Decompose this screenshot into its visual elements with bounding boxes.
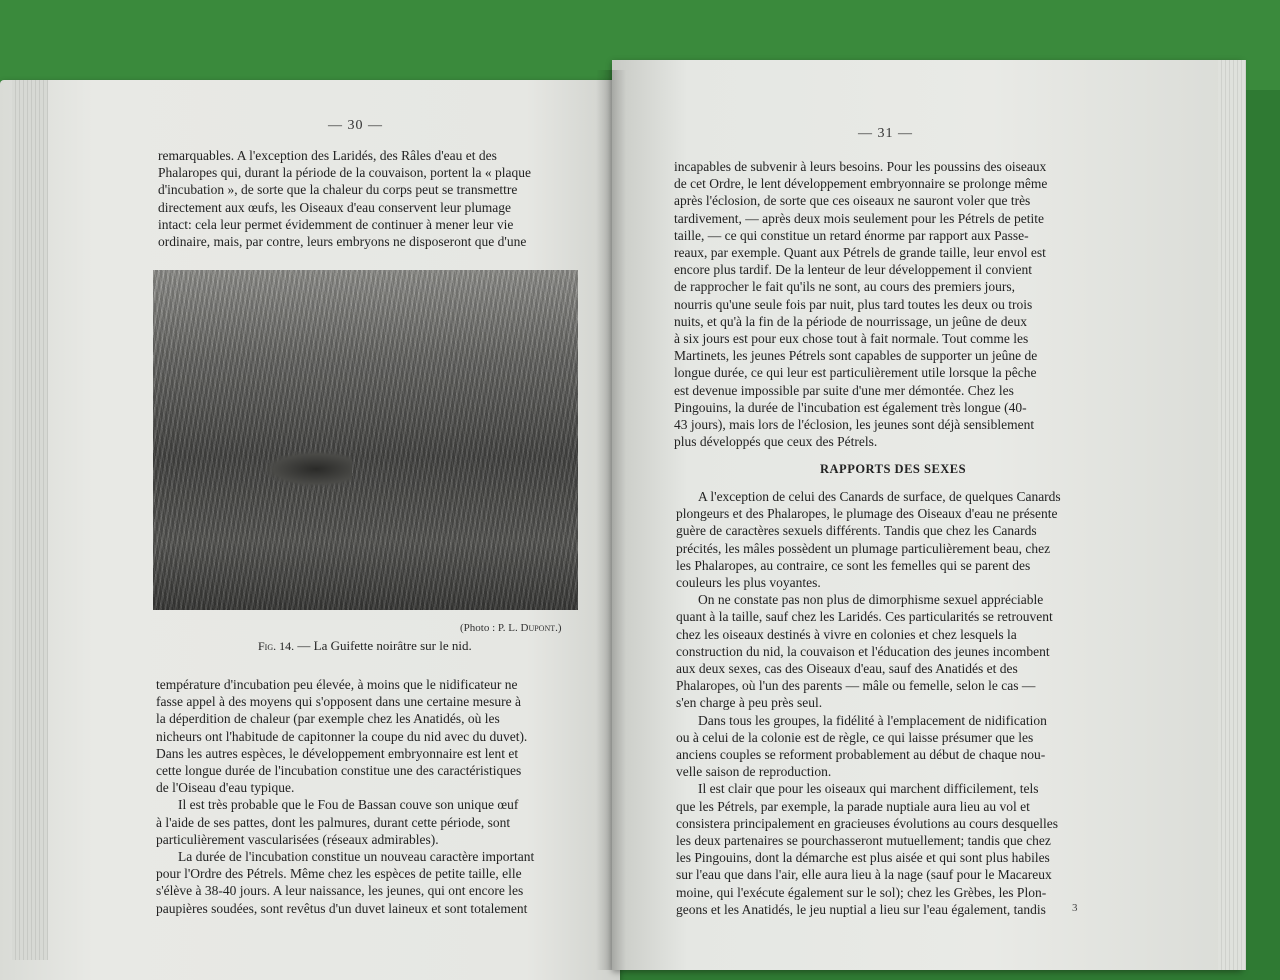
text-line: cette longue durée de l'incubation constitue une des caractéristiques	[156, 763, 522, 779]
text-line: longue durée, ce qui leur est particulièrement utile lorsque la pêche	[674, 365, 1037, 381]
text-line: taille, — ce qui constitue un retard énorme par rapport aux Passe-	[674, 227, 1029, 243]
page-number-right: — 31 —	[858, 126, 913, 141]
text-line: température d'incubation peu élevée, à moins que le nidificateur ne	[156, 677, 518, 692]
text-line: anciens couples se reforment probablement au début de chaque nou-	[676, 747, 1046, 763]
text-line: 43 jours), mais lors de l'éclosion, les jeunes sont déjà sensiblement	[674, 417, 1035, 433]
left-top-text	[158, 147, 578, 250]
text-line: incapables de subvenir à leurs besoins. Pour les poussins des oiseaux	[674, 159, 1047, 174]
text-line: Martinets, les jeunes Pétrels sont capables de supporter un jeûne de	[674, 348, 1038, 364]
text-line: geons et les Anatidés, le jeu nuptial a lieu sur l'eau également, tandis	[676, 901, 1046, 917]
text-line: Phalaropes, où l'un des parents — mâle ou femelle, selon le cas —	[676, 678, 1036, 694]
text-line: directement aux œufs, les Oiseaux d'eau conservent leur plumage	[158, 199, 511, 215]
right-bottom-text	[676, 488, 1102, 918]
text-line: consistera principalement en gracieuses évolutions au cours desquelles	[676, 815, 1059, 831]
photo-credit-prefix: (Photo : P. L.	[460, 622, 518, 634]
caption-label: Fig. 14.	[258, 639, 295, 653]
bird-on-nest	[262, 450, 352, 488]
text-line: la déperdition de chaleur (par exemple chez les Anatidés, où les	[156, 711, 500, 727]
photo-credit-name: Dupont	[520, 622, 556, 634]
text-line: moine, qui l'exécute également sur le sol); chez les Grèbes, les Plon-	[676, 884, 1047, 900]
text-line: à l'aide de ses pattes, dont les palmures, durant cette période, sont	[156, 814, 511, 830]
text-line: plus développés que ceux des Pétrels.	[674, 434, 878, 450]
text-line: La durée de l'incubation constitue un nouveau caractère important	[178, 849, 535, 865]
left-bottom-text	[156, 676, 582, 917]
section-heading: RAPPORTS DES SEXES	[820, 462, 967, 476]
text-line: couleurs les plus voyantes.	[676, 575, 821, 591]
text-line: chez les oiseaux destinés à vivre en colonies et chez lesquels la	[676, 626, 1017, 642]
text-line: plongeurs et des Phalaropes, le plumage des Oiseaux d'eau ne présente	[676, 506, 1058, 522]
text-line: s'élève à 38-40 jours. A leur naissance, les jeunes, qui ont encore les	[156, 883, 524, 899]
figure-photo	[153, 270, 578, 610]
text-line: Il est très probable que le Fou de Bassan couve son unique œuf	[178, 797, 519, 813]
text-line: particulièrement vascularisées (réseaux admirables).	[156, 831, 439, 847]
text-line: de cet Ordre, le lent développement embryonnaire se prolonge même	[674, 176, 1048, 192]
right-top-text	[674, 158, 1102, 450]
text-line: quant à la taille, sauf chez les Laridés. Ces particularités se retrouvent	[676, 609, 1053, 625]
text-line: que les Pétrels, par exemple, la parade nuptiale aura lieu au vol et	[676, 798, 1030, 814]
text-line: nicheurs ont l'habitude de capitonner la coupe du nid avec du duvet).	[156, 728, 528, 744]
text-line: de l'Oiseau d'eau typique.	[156, 780, 295, 796]
text-line: On ne constate pas non plus de dimorphisme sexuel appréciable	[698, 592, 1044, 608]
text-line: Dans les autres espèces, le développement embryonnaire est lent et	[156, 745, 519, 761]
text-line: reaux, par exemple. Quant aux Pétrels de grande taille, leur envol est	[674, 245, 1046, 261]
text-line: fasse appel à des moyens qui s'opposent dans une certaine mesure à	[156, 694, 521, 710]
text-line: Dans tous les groupes, la fidélité à l'emplacement de nidification	[698, 712, 1047, 728]
text-line: après l'éclosion, de sorte que ces oiseaux ne sauront voler que très	[674, 193, 1031, 209]
text-line: construction du nid, la couvaison et l'éducation des jeunes incombent	[676, 643, 1050, 659]
photo-credit-suffix: .)	[555, 622, 562, 634]
text-line: Pingouins, la durée de l'incubation est également très longue (40-	[674, 399, 1027, 415]
text-line: Phalaropes qui, durant la période de la couvaison, portent la « plaque	[158, 165, 532, 181]
text-line: paupières soudées, sont revêtus d'un duvet laineux et sont totalement	[156, 900, 528, 916]
text-line: ordinaire, mais, par contre, leurs embryons ne disposeront que d'une	[158, 234, 527, 250]
photo-credit	[460, 622, 562, 634]
text-line: pour l'Ordre des Pétrels. Même chez les espèces de petite taille, elle	[156, 866, 522, 882]
figure-caption	[258, 638, 472, 654]
text-line: A l'exception de celui des Canards de surface, de quelques Canards	[698, 489, 1061, 504]
right-page-edge	[1218, 60, 1246, 970]
page-number-left: — 30 —	[328, 118, 383, 133]
text-line: nourris qu'une seule fois par nuit, plus tard toutes les deux ou trois	[674, 296, 1033, 312]
text-line: Il est clair que pour les oiseaux qui marchent difficilement, tels	[698, 781, 1039, 797]
text-line: intact: cela leur permet évidemment de continuer à mener leur vie	[158, 216, 514, 232]
left-page-edge	[12, 80, 48, 960]
text-line: est devenue impossible par suite d'une mer démontée. Chez les	[674, 382, 1014, 398]
text-line: d'incubation », de sorte que la chaleur du corps peut se transmettre	[158, 182, 518, 198]
text-line: précités, les mâles possèdent un plumage particulièrement beau, chez	[676, 540, 1051, 556]
caption-text: — La Guifette noirâtre sur le nid.	[297, 638, 472, 653]
text-line: remarquables. A l'exception des Laridés, des Râles d'eau et des	[158, 148, 497, 163]
text-line: guère de caractères sexuels différents. Tandis que chez les Canards	[676, 523, 1037, 539]
text-line: s'en charge à peu près seul.	[676, 695, 823, 711]
text-line: de rapprocher le fait qu'ils ne sont, au cours des premiers jours,	[674, 279, 1015, 295]
text-line: les deux partenaires se pourchasseront mutuellement; tandis que chez	[676, 833, 1051, 849]
text-line: les Pingouins, dont la démarche est plus aisée et qui sont plus habiles	[676, 850, 1050, 866]
text-line: à six jours est pour eux chose tout à fait normale. Tout comme les	[674, 331, 1029, 347]
signature-mark: 3	[1072, 902, 1078, 914]
text-line: les Phalaropes, au contraire, ce sont les femelles qui se parent des	[676, 557, 1031, 573]
text-line: tardivement, — après deux mois seulement pour les Pétrels de petite	[674, 210, 1045, 226]
text-line: nuits, et qu'à la fin de la période de nourrissage, un jeûne de deux	[674, 313, 1027, 329]
text-line: ou à celui de la colonie est de règle, ce qui laisse présumer que les	[676, 729, 1034, 745]
text-line: sur l'eau que dans l'air, elle aura lieu à la nage (sauf pour le Macareux	[676, 867, 1052, 883]
text-line: encore plus tardif. De la lenteur de leur développement il convient	[674, 262, 1032, 278]
text-line: velle saison de reproduction.	[676, 764, 832, 780]
book-gutter	[596, 70, 626, 970]
text-line: aux deux sexes, cas des Oiseaux d'eau, sauf des Anatidés et des	[676, 661, 1018, 677]
